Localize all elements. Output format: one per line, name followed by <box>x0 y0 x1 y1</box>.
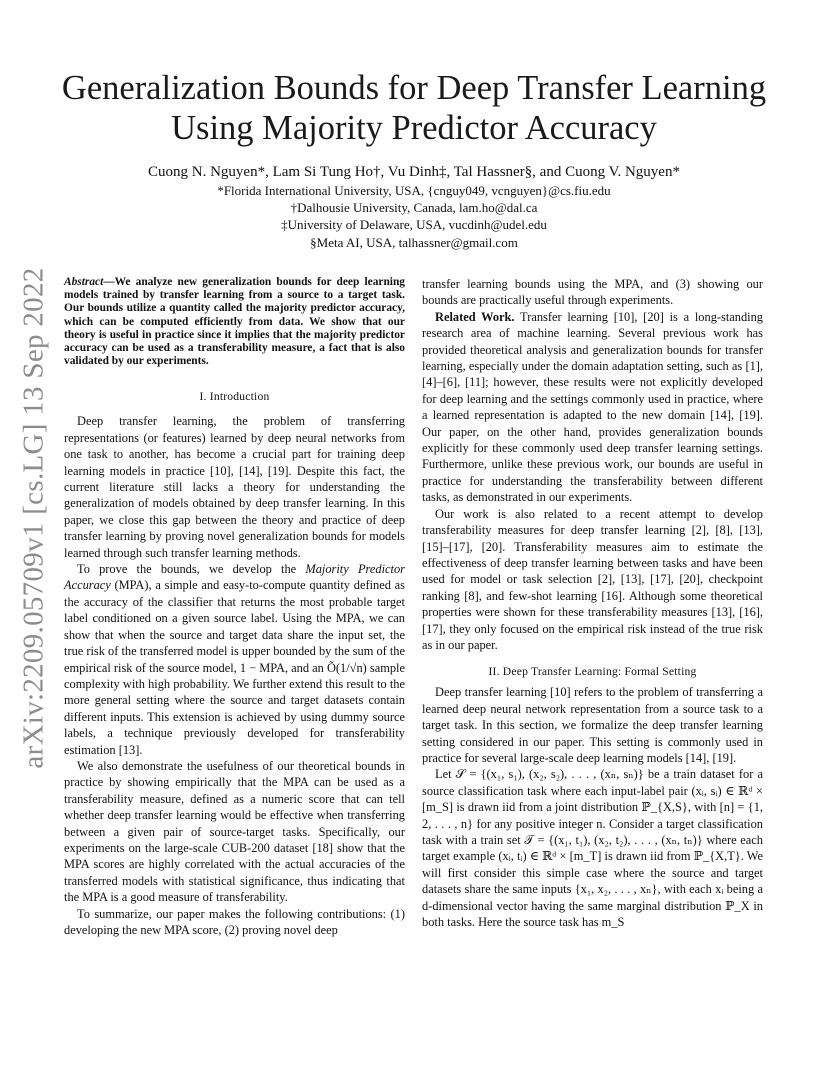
section-heading-setting: II. Deep Transfer Learning: Formal Setting <box>488 665 697 679</box>
paper-title <box>40 68 788 148</box>
title-line-1: Generalization Bounds for Deep Transfer Learning <box>61 69 767 107</box>
related-work-heading: Related Work. <box>435 309 515 324</box>
affiliation-meta: §Meta AI, USA, talhassner@gmail.com <box>310 234 518 250</box>
intro-paragraph-4: To summarize, our paper makes the following contributions: (1) developing the new MPA score, (2) proving novel deep <box>64 906 405 938</box>
arxiv-identifier-text: arXiv:2209.05709v1 [cs.LG] 13 Sep 2022 <box>17 267 50 769</box>
right-column <box>422 276 763 930</box>
setting-paragraph-2: Let 𝒮 = {(x₁, s₁), (x₂, s₂), . . . , (xₙ, sₙ)} be a train dataset for a source classification task where each input-label pair (xᵢ, sᵢ) ∈ ℝᵈ × [m_S] is drawn iid from a joint distribution ℙ_{X,S}, with [n] = {1, 2, . . . , n} for any positive integer n. Consider a target classification task with a train set 𝒯 = {(x₁, t₁), (x₂, t₂), . . . , (xₙ, tₙ)} where each target example (xᵢ, tᵢ) ∈ ℝᵈ × [m_T] is drawn iid from ℙ_{X,T}. We will first consider this simple case where the source and target datasets share the same inputs {x₁, x₂, . . . , xₙ}, with each xᵢ being a d-dimensional vector having the same marginal distribution ℙ_X in both tasks. Here the source task has m_S <box>422 767 763 930</box>
affiliation-fiu: *Florida International University, USA, {cnguy049, vcnguyen}@cs.fiu.edu <box>217 183 611 198</box>
mpa-term: Majority Predictor Accuracy <box>64 562 405 593</box>
affiliations <box>40 182 788 251</box>
intro-paragraph-1: Deep transfer learning, the problem of transferring representations (or features) learned by deep neural networks from one task to another, has become a crucial part for training deep learning models in practice [10], [14], [19]. Despite this fact, the current literature still lacks a theory for understanding the generalization of models obtained by deep transfer learning. In this paper, we close this gap between the theory and practice of deep transfer learning by proving novel generalization bounds for models learned through such transfer learning methods. <box>64 414 405 560</box>
intro-paragraph-2-rest: (MPA), a simple and easy-to-compute quantity defined as the accuracy of the classifier that returns the most probable target label conditioned on a given source label. Using the MPA, we can show that when the source and target data share the input set, the true risk of the transferred model is upper bounded by the sum of the empirical risk of the source model, 1 − MPA, and an Õ(1/√n) sample complexity with high probability. We further extend this result to the more general setting where the source and target datasets contain different inputs. This extension is achieved by using dummy source labels, a technique previously developed for transferability estimation [13]. <box>64 578 405 757</box>
abstract <box>64 276 405 368</box>
intro-paragraph-2-start: To prove the bounds, we develop the <box>77 562 306 577</box>
related-work-paragraph <box>422 309 763 506</box>
intro-paragraph-2 <box>64 561 405 758</box>
affiliation-delaware: ‡University of Delaware, USA, vucdinh@udel.edu <box>281 217 547 233</box>
left-column <box>64 276 405 938</box>
intro-paragraph-3: We also demonstrate the usefulness of our theoretical bounds in practice by showing empirically that the MPA can be used as a transferability measure, defined as a numeric score that can tell whether deep transfer learning would be effective when transferring between a given pair of source-target tasks. Specifically, our experiments on the large-scale CUB-200 dataset [18] show that the MPA scores are highly correlated with the actual accuracies of the transferred models with statistical significance, thus indicating that the MPA is a good measure of transferability. <box>64 758 405 905</box>
contributions-continued: transfer learning bounds using the MPA, and (3) showing our bounds are practically useful through experiments. <box>422 277 763 308</box>
abstract-label: Abstract <box>64 276 104 288</box>
arxiv-identifier <box>16 258 52 778</box>
affiliation-dalhousie: †Dalhousie University, Canada, lam.ho@dal.ca <box>290 200 538 216</box>
section-heading-introduction: I. Introduction <box>199 390 270 404</box>
related-work-text: Transfer learning [10], [20] is a long-standing research area of machine learning. Several previous work has provided theoretical analysis and generalization bounds for transfer learning, especially under the domain adaptation setting, such as [1], [4]–[6], [11]; however, these results were not explicitly developed for deep learning and the settings commonly used in practice, where a learned representation is adapted to the new domain [14], [19]. Our paper, on the other hand, provides generalization bounds explicitly for these commonly used deep transfer learning settings. Furthermore, unlike these previous work, our bounds are useful in practice for understanding the transferability between different tasks, as demonstrated in our experiments. <box>422 309 763 505</box>
abstract-text: —We analyze new generalization bounds for deep learning models trained by transfer learning from a source to a target task. Our bounds utilize a quantity called the majority predictor accuracy, which can be computed efficiently from data. We show that our theory is useful in practice since it implies that the majority predictor accuracy can be used as a transferability measure, a fact that is also validated by our experiments. <box>64 276 405 368</box>
title-line-2: Using Majority Predictor Accuracy <box>171 109 657 147</box>
author-list: Cuong N. Nguyen*, Lam Si Tung Ho†, Vu Dinh‡, Tal Hassner§, and Cuong V. Nguyen* <box>148 164 680 180</box>
setting-paragraph-1: Deep transfer learning [10] refers to the problem of transferring a learned deep neural network representation from a source task to a target task. In this section, we formalize the deep transfer learning setting considered in our paper. This setting is commonly used in practice for several large-scale deep learning models [14], [19]. <box>422 685 763 765</box>
transferability-paragraph: Our work is also related to a recent attempt to develop transferability measures for deep transfer learning [2], [8], [13], [15]–[17], [20]. Transferability measures aim to estimate the effectiveness of deep transfer learning between tasks and have been used for model or task selection [2], [13], [17], [20], checkpoint ranking [8], and few-shot learning [16]. Although some theoretical properties were shown for these transferability measures [13], [16], [17], they only focused on the empirical risk instead of the true risk as in our paper. <box>422 506 763 652</box>
